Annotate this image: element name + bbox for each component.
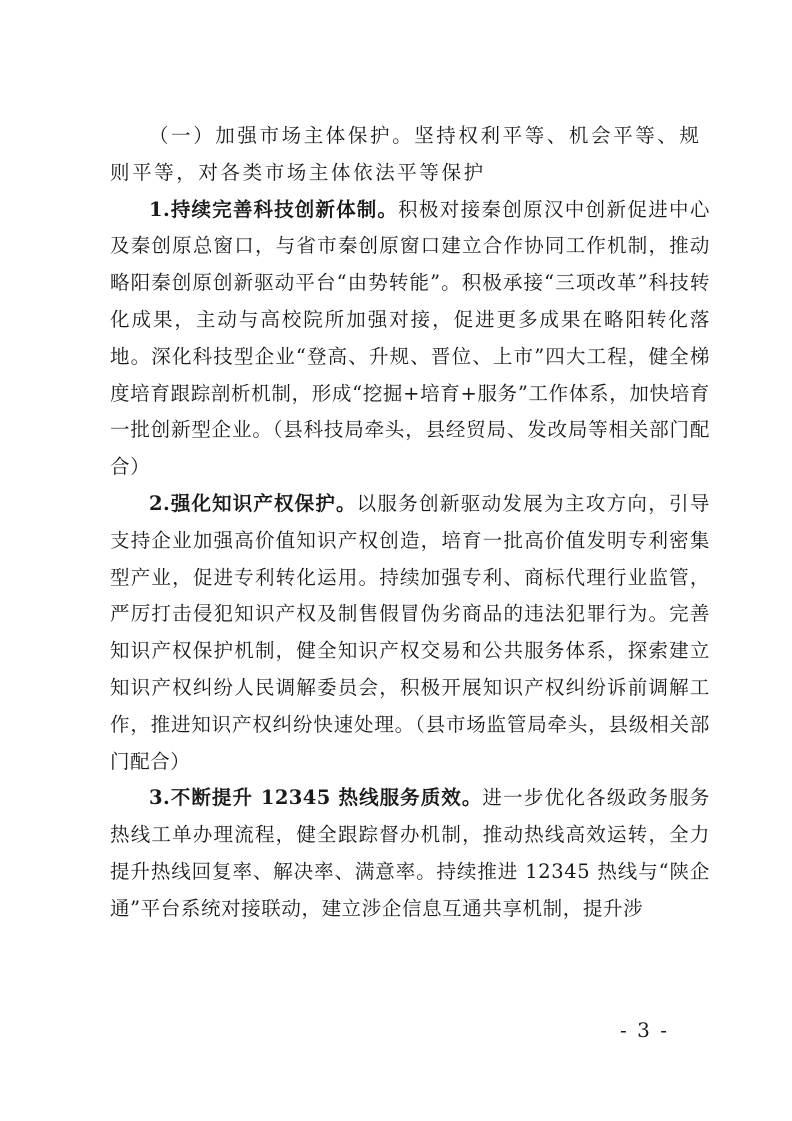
paragraph-item-1 bbox=[110, 192, 710, 486]
paragraph-item-2 bbox=[110, 486, 710, 780]
document-body bbox=[110, 118, 710, 928]
item-3-body: 进一步优化各级政务服务热线工单办理流程，健全跟踪督办机制，推动热线高效运转，全力提升热线回复率、解决率、满意率。持续推进 12345 热线与“陕企通”平台系统对接联动，建立涉企信息互通共享机制，提升涉 bbox=[110, 786, 710, 920]
item-3-lead: 3.不断提升 12345 热线服务质效。 bbox=[149, 786, 483, 810]
paragraph-item-3 bbox=[110, 780, 710, 927]
page-number: - 3 - bbox=[620, 1018, 669, 1042]
item-1-lead: 1.持续完善科技创新体制。 bbox=[149, 197, 399, 221]
item-2-body: 以服务创新驱动发展为主攻方向，引导支持企业加强高价值知识产权创造，培育一批高价值发明专利密集型产业，促进专利转化运用。持续加强专利、商标代理行业监管，严厉打击侵犯知识产权及制售假冒伪劣商品的违法犯罪行为。完善知识产权保护机制，健全知识产权交易和公共服务体系，探索建立知识产权纠纷人民调解委员会，积极开展知识产权纠纷诉前调解工作，推进知识产权纠纷快速处理。（县市场监管局牵头，县级相关部门配合） bbox=[110, 491, 710, 773]
item-2-lead: 2.强化知识产权保护。 bbox=[149, 491, 357, 515]
section-heading: （一）加强市场主体保护。坚持权利平等、机会平等、规则平等，对各类市场主体依法平等保护 bbox=[110, 124, 702, 184]
item-1-body: 积极对接秦创原汉中创新促进中心及秦创原总窗口，与省市秦创原窗口建立合作协同工作机制，推动略阳秦创原创新驱动平台“由势转能”。积极承接“三项改革”科技转化成果，主动与高校院所加强对接，促进更多成果在略阳转化落地。深化科技型企业“登高、升规、晋位、上市”四大工程，健全梯度培育跟踪剖析机制，形成“挖掘+培育+服务”工作体系，加快培育一批创新型企业。（县科技局牵头，县经贸局、发改局等相关部门配合） bbox=[110, 197, 710, 479]
